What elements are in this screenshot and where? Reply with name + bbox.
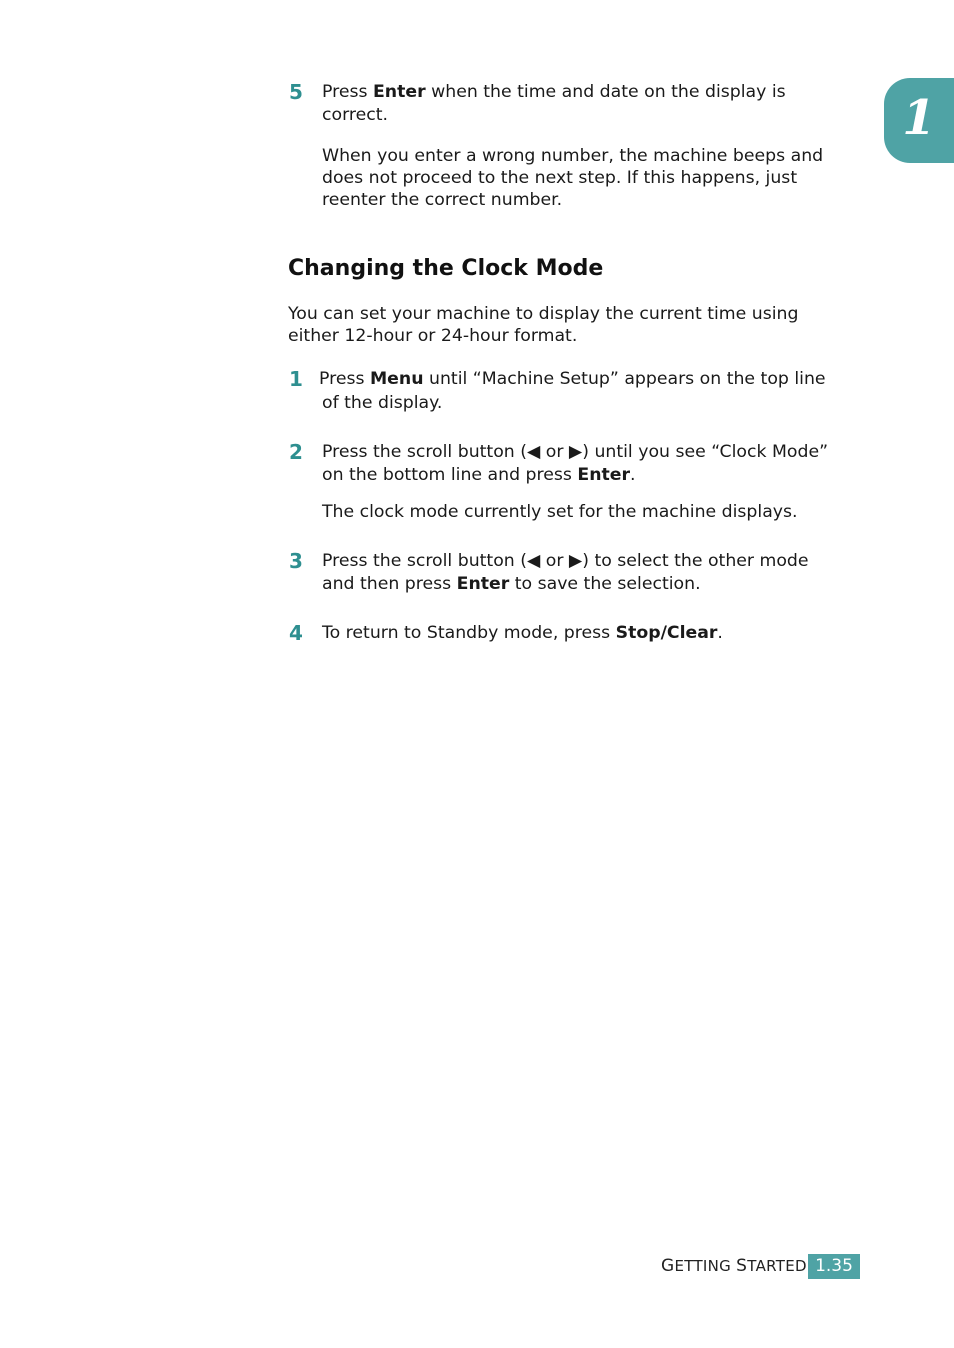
step-text-part: Press [322, 82, 373, 102]
step-note-line: reenter the correct number. [322, 190, 563, 210]
step-number: 2 [289, 440, 303, 464]
step-number: 4 [289, 621, 303, 645]
key-name: Enter [577, 465, 631, 485]
step-text [322, 573, 701, 596]
step-text-part: to save the selection. [509, 574, 701, 594]
footer-title-part: S [736, 1256, 748, 1276]
footer-chapter-title [661, 1255, 807, 1277]
step-text-part: . [717, 623, 723, 643]
footer-title-part: TARTED [747, 1257, 807, 1275]
step-note-line: does not proceed to the next step. If this happens, just [322, 168, 798, 188]
step-text: of the display. [322, 393, 443, 413]
chapter-number: 1 [902, 90, 936, 146]
step-number: 3 [289, 549, 303, 573]
step-text: Press the scroll button (◀ or ▶) until you see “Clock Mode” [322, 442, 829, 462]
step-text-part: and then press [322, 574, 457, 594]
step-text [322, 81, 786, 104]
step-text: correct. [322, 105, 389, 125]
footer-title-part: ETTING [674, 1257, 737, 1275]
key-name: Enter [372, 82, 426, 102]
key-name: Menu [369, 369, 424, 389]
step-text [322, 622, 723, 645]
step-text-part: Press [319, 369, 370, 389]
step-note-line: When you enter a wrong number, the machine beeps and [322, 146, 824, 166]
footer-title-part: G [661, 1256, 675, 1276]
chapter-tab [884, 78, 954, 163]
key-name: Enter [456, 574, 510, 594]
step-text [319, 368, 826, 391]
section-intro-line: either 12-hour or 24-hour format. [288, 326, 578, 346]
step-note-line: The clock mode currently set for the machine displays. [322, 502, 798, 522]
page-number: 1.35 [808, 1254, 860, 1279]
step-text-part: . [630, 465, 636, 485]
key-name: Stop/Clear [615, 623, 718, 643]
step-text-part: until “Machine Setup” appears on the top line [423, 369, 826, 389]
step-text-part: when the time and date on the display is [425, 82, 786, 102]
step-number: 5 [289, 80, 303, 104]
step-text-part: on the bottom line and press [322, 465, 578, 485]
section-heading: Changing the Clock Mode [288, 256, 604, 281]
step-number: 1 [289, 367, 303, 391]
step-text-part: To return to Standby mode, press [322, 623, 616, 643]
step-text [322, 464, 636, 487]
step-text: Press the scroll button (◀ or ▶) to select the other mode [322, 551, 809, 571]
section-intro-line: You can set your machine to display the current time using [288, 304, 799, 324]
